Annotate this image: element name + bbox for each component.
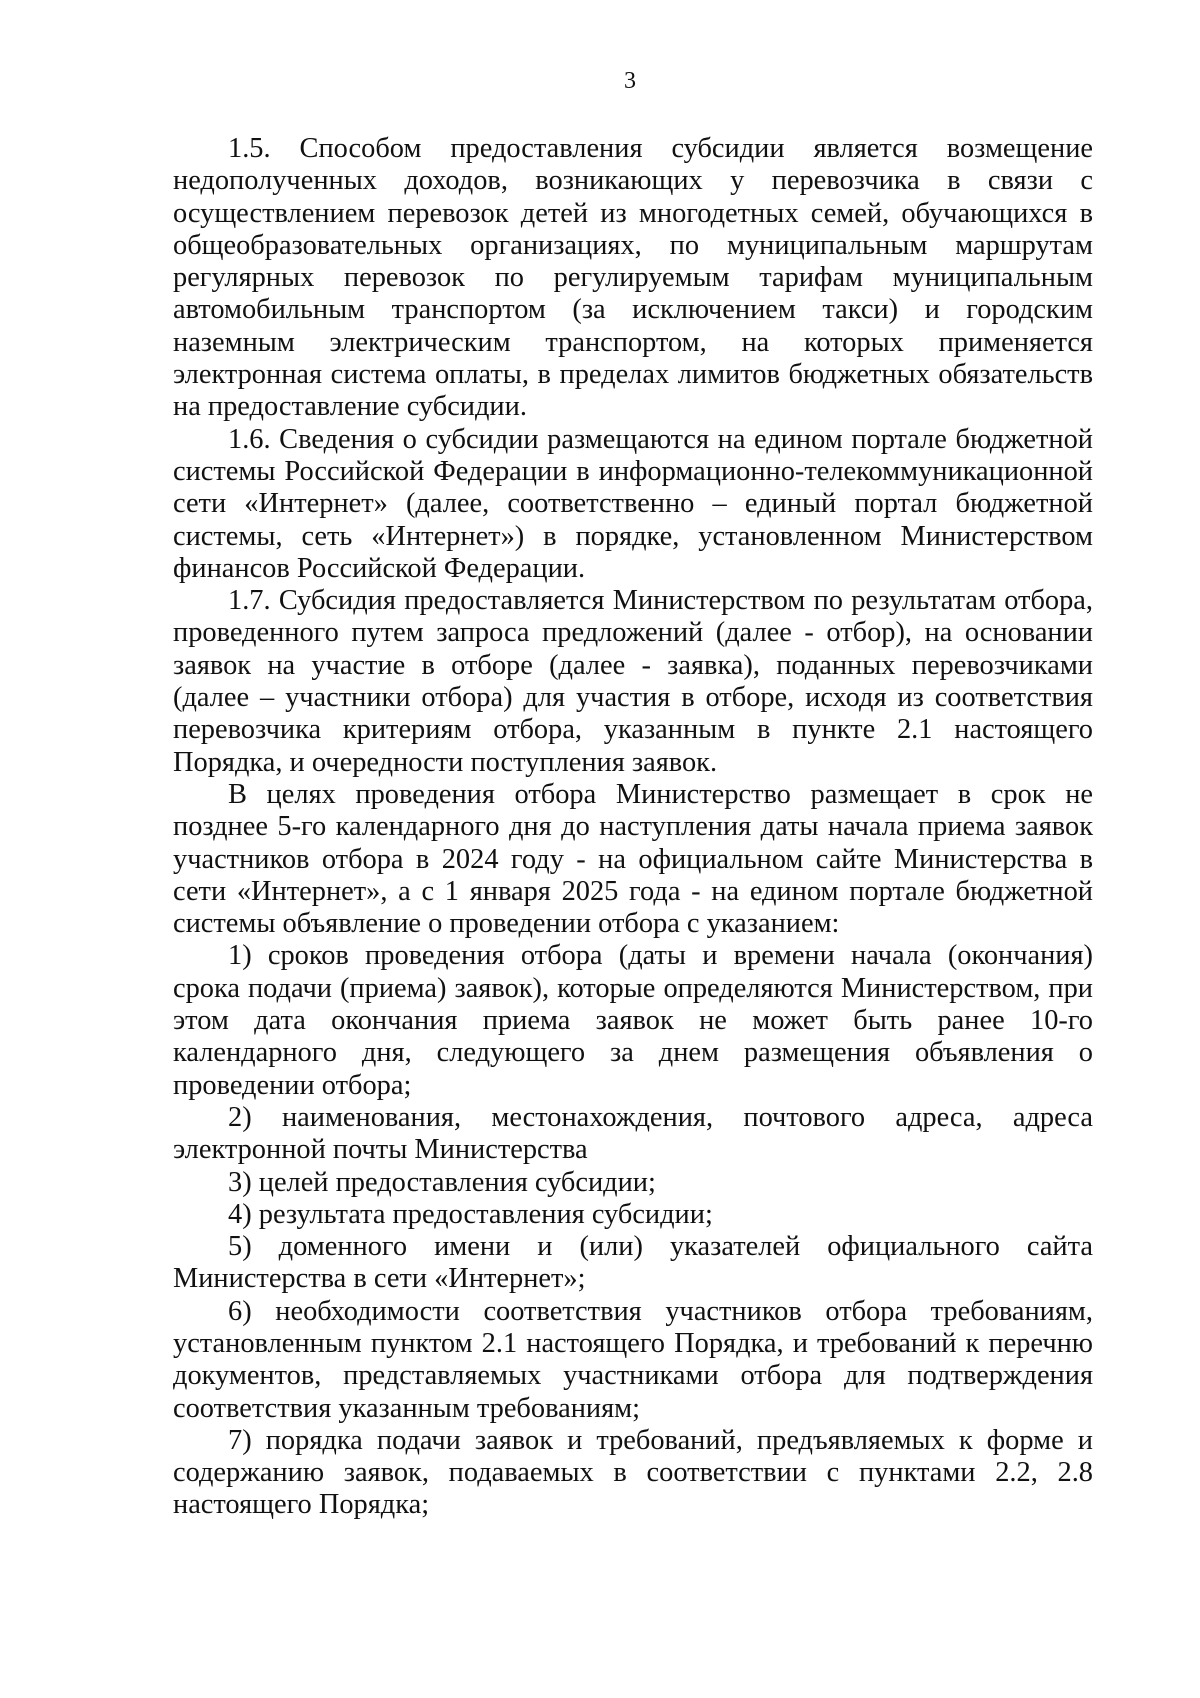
list-item-7: 7) порядка подачи заявок и требований, предъявляемых к форме и содержанию заявок, подаваемых в соответствии с пунктами 2.2, 2.8 настоящего Порядка; [173,1424,1093,1521]
list-item-2: 2) наименования, местонахождения, почтового адреса, адреса электронной почты Министерства [173,1101,1093,1166]
page-number: 3 [624,68,636,94]
document-body [173,133,1093,1522]
list-item-5: 5) доменного имени и (или) указателей официального сайта Министерства в сети «Интернет»; [173,1231,1093,1295]
paragraph-1-6: 1.6. Сведения о субсидии размещаются на едином портале бюджетной системы Российской Федерации в информационно-телекоммуникационной сети «Интернет» (далее, соответственно – единый портал бюджетной системы, сеть «Интернет») в порядке, установленном Министерством финансов Российской Федерации. [173,423,1093,584]
paragraph-selection-announcement: В целях проведения отбора Министерство размещает в срок не позднее 5-го календарного дня до наступления даты начала приема заявок участников отбора в 2024 году - на официальном сайте Министерства в сети «Интернет», а с 1 января 2025 года - на едином портале бюджетной системы объявление о проведении отбора с указанием: [173,778,1093,940]
list-item-1: 1) сроков проведения отбора (даты и времени начала (окончания) срока подачи (приема) заявок), которые определяются Министерством, при этом дата окончания приема заявок не может быть ранее 10-го календарного дня, следующего за днем размещения объявления о проведении отбора; [173,940,1093,1101]
list-item-3: 3) целей предоставления субсидии; [228,1166,656,1198]
list-item-6: 6) необходимости соответствия участников отбора требованиям, установленным пунктом 2.1 настоящего Порядка, и требований к перечню документов, представляемых участниками отбора для подтверждения соответствия указанным требованиям; [173,1295,1093,1424]
paragraph-1-5: 1.5. Способом предоставления субсидии является возмещение недополученных доходов, возникающих у перевозчика в связи с осуществлением перевозок детей из многодетных семей, обучающихся в общеобразовательных организациях, по муниципальным маршрутам регулярных перевозок по регулируемым тарифам муниципальным автомобильным транспортом (за исключением такси) и городским наземным электрическим транспортом, на которых применяется электронная система оплаты, в пределах лимитов бюджетных обязательств на предоставление субсидии. [173,133,1093,423]
paragraph-1-7: 1.7. Субсидия предоставляется Министерством по результатам отбора, проведенного путем запроса предложений (далее - отбор), на основании заявок на участие в отборе (далее - заявка), поданных перевозчиками (далее – участники отбора) для участия в отборе, исходя из соответствия перевозчика критериям отбора, указанным в пункте 2.1 настоящего Порядка, и очередности поступления заявок. [173,585,1093,778]
list-item-4: 4) результата предоставления субсидии; [228,1198,713,1230]
